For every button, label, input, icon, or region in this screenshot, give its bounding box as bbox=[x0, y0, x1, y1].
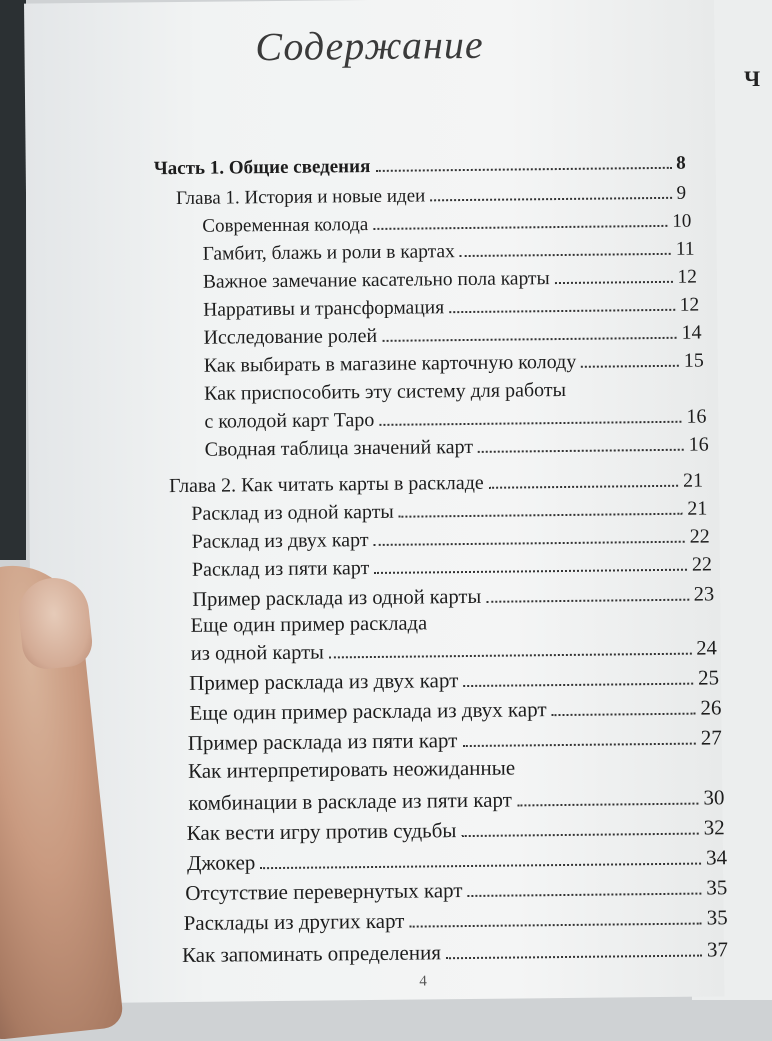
toc-entry-page: 23 bbox=[693, 583, 715, 606]
toc-entry-title: Расклады из других карт bbox=[183, 908, 405, 935]
toc-dot-leader bbox=[374, 541, 685, 546]
toc-entry-page: 16 bbox=[688, 433, 709, 456]
toc-entry-title: Расклад из одной карты bbox=[191, 500, 394, 525]
toc-dot-leader bbox=[462, 833, 699, 837]
toc-entry-title: Расклад из двух карт bbox=[191, 529, 369, 553]
toc-dot-leader bbox=[449, 309, 675, 313]
toc-entry bbox=[182, 932, 728, 968]
toc-dot-leader bbox=[460, 253, 671, 257]
toc-entry-page: 21 bbox=[687, 497, 708, 520]
toc-entry-title: Пример расклада из пяти карт bbox=[187, 728, 458, 755]
toc-entry-title: Еще один пример расклада bbox=[190, 612, 428, 637]
toc-dot-leader bbox=[430, 197, 671, 202]
toc-entry-title: Как приспособить эту систему для работы bbox=[203, 378, 567, 405]
toc-entry bbox=[183, 900, 727, 936]
toc-entry-page: 25 bbox=[697, 665, 720, 690]
toc-entry-title: комбинации в раскладе из пяти карт bbox=[188, 787, 513, 815]
toc-entry-page: 14 bbox=[681, 321, 702, 344]
toc-entry-page: 35 bbox=[706, 905, 728, 930]
page-number: 4 bbox=[419, 973, 427, 990]
toc-entry-page: 12 bbox=[679, 294, 700, 316]
toc-dot-leader bbox=[329, 653, 691, 659]
toc-entry-title: Гамбит, блажь и роли в картах bbox=[202, 241, 455, 265]
toc-entry-page: 34 bbox=[705, 845, 728, 870]
toc-entry-title: с колодой карт Таро bbox=[204, 408, 375, 433]
toc-dot-leader bbox=[399, 513, 683, 518]
toc-entry-title: Еще один пример расклада из двух карт bbox=[189, 697, 547, 725]
toc-entry-page: 12 bbox=[677, 266, 698, 288]
toc-entry-page: 22 bbox=[691, 553, 713, 576]
toc-dot-leader bbox=[555, 281, 673, 284]
toc-entry-page: 9 bbox=[676, 182, 687, 204]
toc-entry-title: Как запоминать определения bbox=[181, 940, 442, 968]
toc-dot-leader bbox=[489, 485, 678, 489]
right-page-peek-text: Ч bbox=[744, 66, 761, 91]
toc-entry-title: Расклад из пяти карт bbox=[191, 557, 370, 581]
toc-entry-page: 24 bbox=[696, 637, 717, 660]
toc-dot-leader bbox=[468, 893, 702, 897]
page-title: Содержание bbox=[255, 21, 484, 70]
toc-entry-page: 26 bbox=[700, 695, 722, 720]
toc-dot-leader bbox=[517, 803, 699, 807]
toc-entry-page: 11 bbox=[675, 238, 695, 260]
toc-entry-title: Сводная таблица значений карт bbox=[204, 435, 474, 461]
toc-dot-leader bbox=[375, 167, 671, 172]
toc-entry-page: 15 bbox=[683, 349, 704, 372]
toc-entry-title: Глава 1. История и новые идеи bbox=[175, 185, 426, 210]
toc-entry-title: Как интерпретировать неожиданные bbox=[187, 755, 516, 783]
toc-entry-page: 10 bbox=[672, 210, 692, 232]
toc-dot-leader bbox=[379, 421, 681, 426]
toc-dot-leader bbox=[260, 863, 701, 870]
toc-entry-title: Глава 2. Как читать карты в раскладе bbox=[168, 471, 484, 498]
toc-entry-title: Современная колода bbox=[202, 214, 369, 237]
book-edge bbox=[0, 0, 26, 560]
toc-dot-leader bbox=[446, 955, 702, 960]
toc-entry-page: 21 bbox=[682, 469, 704, 492]
toc-dot-leader bbox=[409, 923, 701, 928]
toc-dot-leader bbox=[382, 337, 676, 342]
toc-entry-title: из одной карты bbox=[190, 641, 325, 665]
toc-dot-leader bbox=[374, 569, 687, 574]
toc-dot-leader bbox=[462, 743, 695, 747]
toc-dot-leader bbox=[373, 225, 667, 230]
toc-entry-title: Как выбирать в магазине карточную колоду bbox=[203, 350, 577, 377]
toc-entry-title: Часть 1. Общие сведения bbox=[153, 155, 371, 180]
toc-entry-page: 35 bbox=[706, 875, 728, 900]
toc-entry bbox=[205, 426, 709, 461]
toc-entry-title: Пример расклада из одной карты bbox=[192, 585, 482, 611]
toc-entry-page: 37 bbox=[706, 937, 729, 962]
toc-entry-title: Джокер bbox=[186, 850, 256, 875]
table-of-contents bbox=[24, 0, 729, 1004]
toc-dot-leader bbox=[478, 449, 684, 453]
toc-entry-page: 8 bbox=[676, 152, 686, 174]
toc-entry-title: Как вести игру против судьбы bbox=[186, 818, 457, 845]
toc-entry-title: Важное замечание касательно пола карты bbox=[202, 268, 550, 293]
toc-entry bbox=[188, 748, 722, 784]
toc-entry-title: Исследование ролей bbox=[203, 324, 378, 349]
toc-entry-title: Нарративы и трансформация bbox=[203, 297, 445, 321]
toc-entry-title: Отсутствие перевернутых карт bbox=[185, 878, 463, 905]
toc-entry-page: 30 bbox=[703, 785, 725, 810]
book-page bbox=[24, 0, 729, 1004]
toc-entry-page: 27 bbox=[700, 725, 722, 750]
toc-entry-title: Пример расклада из двух карт bbox=[189, 668, 459, 695]
toc-dot-leader bbox=[552, 713, 696, 717]
toc-dot-leader bbox=[581, 365, 679, 368]
toc-entry-page: 16 bbox=[686, 405, 707, 428]
toc-entry-page: 32 bbox=[703, 815, 725, 840]
toc-entry-page: 22 bbox=[689, 525, 710, 548]
toc-dot-leader bbox=[463, 683, 693, 687]
